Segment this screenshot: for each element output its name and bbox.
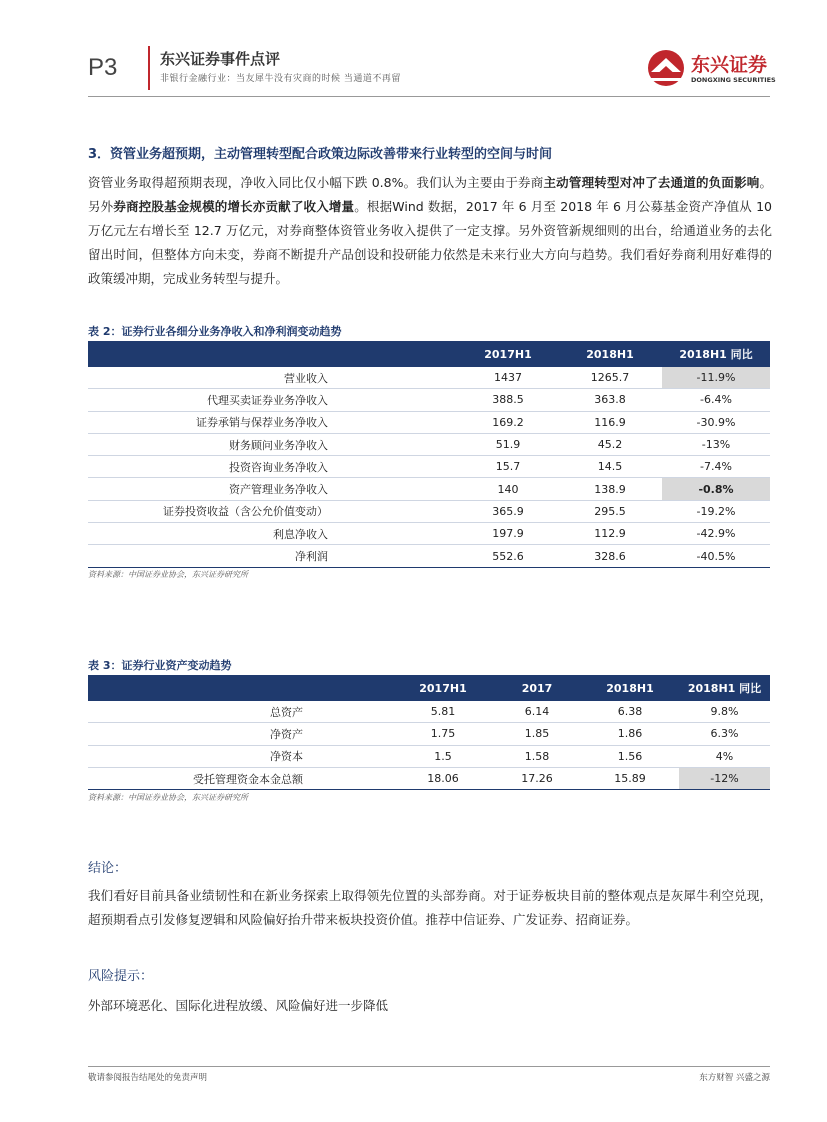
para-text: 。根据Wind 数据，2017 年 6 月至 2018 年 6 月公募基金资产净值从 10 万亿元左右增长至 12.7 万亿元，对券商整体资管业务收入提供了一定支撑。另外资管新规细则的出台，给通道业务的去化留出时间，但整体方向未变，券商不断提升产品创设和投研能力依然是未来行业大方向与趋势。我们看好券商利用好难得的政策缓冲期，完成业务转型与提升。: [88, 199, 772, 286]
cell: 1.85: [493, 723, 581, 745]
para-emphasis: 主动管理转型对冲了去通道的负面影响: [543, 175, 760, 190]
cell: 1265.7: [558, 367, 662, 389]
cell: 552.6: [458, 545, 558, 567]
cell: -30.9%: [662, 411, 770, 433]
footer-disclaimer: 敬请参阅报告结尾处的免责声明: [88, 1073, 208, 1083]
cell: 295.5: [558, 500, 662, 522]
cell: -12%: [679, 767, 770, 789]
table-row: [88, 456, 770, 478]
table-header-cell: 2018H1: [581, 675, 679, 701]
cell: -40.5%: [662, 545, 770, 567]
table-header-cell: 2017: [493, 675, 581, 701]
header-rule: [88, 96, 770, 97]
cell: 365.9: [458, 500, 558, 522]
cell: -11.9%: [662, 367, 770, 389]
row-label: 总资产: [88, 701, 393, 723]
cell: 1.75: [393, 723, 493, 745]
cell: -19.2%: [662, 500, 770, 522]
cell: -13%: [662, 433, 770, 455]
para-emphasis: 券商控股基金规模的增长亦贡献了收入增量: [113, 199, 355, 214]
cell: 9.8%: [679, 701, 770, 723]
table-row: [88, 701, 770, 723]
table-header-cell: 2017H1: [393, 675, 493, 701]
risk-heading: 风险提示：: [88, 969, 154, 984]
cell: 1.5: [393, 745, 493, 767]
cell: 328.6: [558, 545, 662, 567]
cell: 116.9: [558, 411, 662, 433]
table2: [88, 341, 770, 568]
table-row: [88, 745, 770, 767]
table-header-cell: [88, 675, 393, 701]
cell: 4%: [679, 745, 770, 767]
cell: 388.5: [458, 389, 558, 411]
cell: 1437: [458, 367, 558, 389]
logo-mark-icon: [645, 48, 687, 88]
table-row: [88, 367, 770, 389]
table2-caption: 表 2：证券行业各细分业务净收入和净利润变动趋势: [88, 325, 342, 338]
row-label: 净资本: [88, 745, 393, 767]
cell: 51.9: [458, 433, 558, 455]
cell: 14.5: [558, 456, 662, 478]
cell: 363.8: [558, 389, 662, 411]
row-label: 投资咨询业务净收入: [88, 456, 458, 478]
logo-english: DONGXING SECURITIES: [691, 76, 776, 84]
para-text: 资管业务取得超预期表现，净收入同比仅小幅下跌 0.8%。我们认为主要由于券商: [88, 175, 544, 190]
cell: 1.56: [581, 745, 679, 767]
table-header-row: [88, 675, 770, 701]
table-header-cell: [88, 341, 458, 367]
table-row: [88, 523, 770, 545]
row-label: 利息净收入: [88, 523, 458, 545]
footer-rule: [88, 1066, 770, 1067]
table-row: [88, 433, 770, 455]
cell: 112.9: [558, 523, 662, 545]
cell: -6.4%: [662, 389, 770, 411]
cell: 15.7: [458, 456, 558, 478]
table3: [88, 675, 770, 790]
logo-text: 东兴证券: [691, 54, 768, 76]
row-label: 证券投资收益（含公允价值变动）: [88, 500, 458, 522]
cell: 5.81: [393, 701, 493, 723]
section-paragraph: [88, 171, 772, 291]
conclusion-text: 我们看好目前具备业绩韧性和在新业务探索上取得领先位置的头部券商。对于证券板块目前的整体观点是灰犀牛利空兑现，超预期看点引发修复逻辑和风险偏好抬升带来板块投资价值。推荐中信证券、广发证券、招商证券。: [88, 888, 772, 927]
table-header-cell: 2018H1: [558, 341, 662, 367]
table-row: [88, 500, 770, 522]
table-row: [88, 389, 770, 411]
table-header-cell: 2018H1 同比: [662, 341, 770, 367]
cell: 138.9: [558, 478, 662, 500]
cell: 6.14: [493, 701, 581, 723]
table3-source: 资料来源：中国证券业协会，东兴证券研究所: [88, 793, 248, 802]
cell: 1.86: [581, 723, 679, 745]
report-title: 东兴证券事件点评: [160, 50, 281, 68]
row-label: 受托管理资金本金总额: [88, 767, 393, 789]
cell: 45.2: [558, 433, 662, 455]
cell: 15.89: [581, 767, 679, 789]
row-label: 证券承销与保荐业务净收入: [88, 411, 458, 433]
report-subtitle: 非银行金融行业：当友犀牛没有灾商的时候 当通道不再留: [160, 74, 401, 84]
row-label: 代理买卖证券业务净收入: [88, 389, 458, 411]
cell: 6.3%: [679, 723, 770, 745]
table-header-cell: 2018H1 同比: [679, 675, 770, 701]
cell: 6.38: [581, 701, 679, 723]
cell: 140: [458, 478, 558, 500]
company-logo: [645, 48, 775, 90]
row-label: 净资产: [88, 723, 393, 745]
table-row: [88, 767, 770, 789]
table-row: [88, 723, 770, 745]
table-header-cell: 2017H1: [458, 341, 558, 367]
table-header-row: [88, 341, 770, 367]
cell: 18.06: [393, 767, 493, 789]
row-label: 资产管理业务净收入: [88, 478, 458, 500]
cell: -42.9%: [662, 523, 770, 545]
conclusion-heading: 结论：: [88, 861, 128, 876]
row-label: 营业收入: [88, 367, 458, 389]
row-label: 财务顾问业务净收入: [88, 433, 458, 455]
table-row: [88, 545, 770, 567]
cell: 169.2: [458, 411, 558, 433]
section-heading: 3．资管业务超预期，主动管理转型配合政策边际改善带来行业转型的空间与时间: [88, 147, 553, 162]
header-divider: [148, 46, 150, 90]
cell: 197.9: [458, 523, 558, 545]
table-row: [88, 411, 770, 433]
page-number: P3: [88, 54, 118, 81]
table-row: [88, 478, 770, 500]
footer-slogan: 东方财智 兴盛之源: [699, 1073, 770, 1083]
table3-caption: 表 3：证券行业资产变动趋势: [88, 659, 232, 672]
risk-text: 外部环境恶化、国际化进程放缓、风险偏好进一步降低: [88, 998, 389, 1013]
cell-highlight: -0.8%: [662, 478, 770, 500]
row-label: 净利润: [88, 545, 458, 567]
cell: -7.4%: [662, 456, 770, 478]
cell: 17.26: [493, 767, 581, 789]
para-text: 。另外: [88, 175, 772, 214]
cell: 1.58: [493, 745, 581, 767]
table2-source: 资料来源：中国证券业协会，东兴证券研究所: [88, 570, 248, 579]
